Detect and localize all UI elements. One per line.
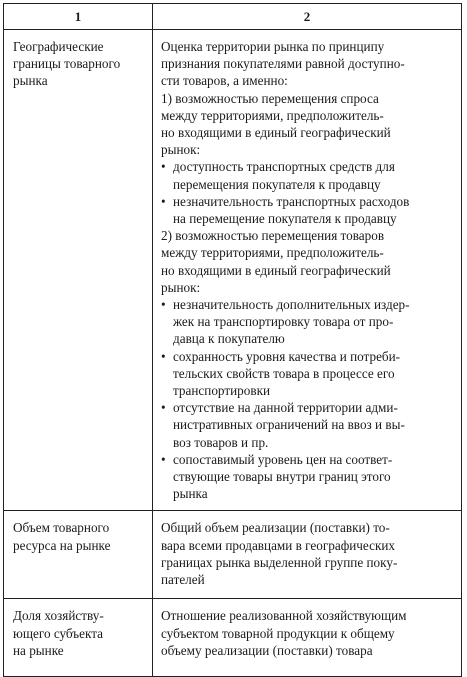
bullet-line: сопоставимый уровень цен на соответ- [173,451,393,467]
definition-line: но входящими в единый географический [161,125,391,141]
definition-line: рынок: [161,142,201,158]
table-row [4,30,462,511]
bullet-line: незначительность дополнительных издер- [173,297,410,313]
row-term-cell [4,30,153,511]
definition-line: сти товаров, а именно: [161,73,288,89]
term-line: рынка [13,73,48,89]
bullet-item [161,451,455,503]
bullet-item [161,348,455,400]
header-row [4,4,462,30]
definition-line: между территориями, предположитель- [161,245,384,261]
definition-line: вара всеми продавцами в географических [161,537,396,553]
term-line: Доля хозяйству- [13,608,104,624]
bullet-marker: • [161,159,166,175]
term-line: на рынке [13,642,64,658]
row-term-cell [4,511,153,599]
definition-line: признания покупателями равной доступно- [161,56,405,72]
document-table [3,3,462,677]
definition-line: между территориями, предположитель- [161,107,384,123]
bullet-line: жек на транспортировку товара от про- [173,314,394,330]
term-line: ющего субъекта [13,625,103,641]
definition-line: 2) возможностью перемещения товаров [161,228,385,244]
bullet-line: сохранность уровня качества и потреби- [173,348,401,364]
bullet-marker: • [161,400,166,416]
definition-line: границах рынка выделенной группе поку- [161,554,398,570]
definition-line: пателей [161,572,205,588]
bullet-item [161,193,455,227]
bullet-line: давца к покупателю [173,331,285,347]
bullet-line: нистративных ограничений на ввоз и вы- [173,417,405,433]
table-row [4,511,462,599]
column-header-1: 1 [4,4,153,30]
row-definition-cell [153,511,462,599]
bullet-line: доступность транспортных средств для [173,159,395,175]
definition-line: Отношение реализованной хозяйствующим [161,608,407,624]
bullet-item [161,296,455,348]
bullet-line: ствующие товары внутри границ этого [173,469,391,485]
term-line: Географические [13,39,104,54]
bullet-line: на перемещение покупателя к продавцу [173,211,397,227]
definition-line: но входящими в единый географический [161,262,391,278]
bullet-item [161,399,455,451]
term-line: ресурса на рынке [13,537,111,553]
row-definition-cell [153,599,462,677]
bullet-line: отсутствие на данной территории адми- [173,400,398,416]
bullet-marker: • [161,297,166,313]
bullet-marker: • [161,348,166,364]
definition-line: рынок: [161,279,201,295]
definition-line: субъектом товарной продукции к общему [161,625,395,641]
bullet-marker: • [161,451,166,467]
table-row [4,599,462,677]
definition-line: Общий объем реализации (поставки) то- [161,520,390,536]
row-definition-cell [153,30,462,511]
bullet-line: тельских свойств товара в процессе его [173,365,395,381]
definition-line: 1) возможностью перемещения спроса [161,90,379,106]
bullet-item [161,158,455,192]
bullet-line: воз товаров и пр. [173,434,269,450]
definition-line: Оценка территории рынка по принципу [161,39,385,54]
definition-line: объему реализации (поставки) товара [161,642,373,658]
bullet-line: рынка [173,486,208,502]
bullet-line: незначительность транспортных расходов [173,193,410,209]
bullet-line: транспортировки [173,383,271,399]
bullet-marker: • [161,193,166,209]
bullet-line: перемещения покупателя к продавцу [173,176,381,192]
column-header-2: 2 [153,4,462,30]
term-line: Объем товарного [13,520,110,536]
term-line: границы товарного [13,56,121,72]
row-term-cell [4,599,153,677]
